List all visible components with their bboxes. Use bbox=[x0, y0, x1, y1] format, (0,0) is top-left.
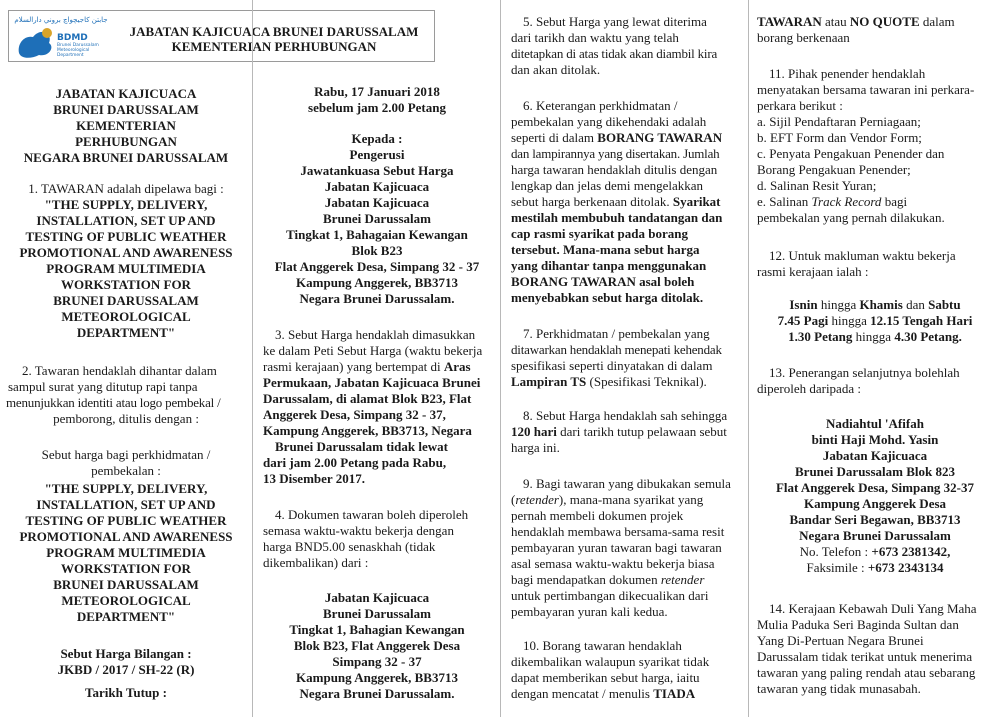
p14-line: tawaran yang paling rendah atau sebarang bbox=[757, 665, 976, 680]
contact-name: Nadiahtul 'Afifah bbox=[826, 416, 924, 431]
p5-line: 5. Sebut Harga yang lewat diterima bbox=[523, 14, 707, 29]
p14-line: Darussalam tidak terikat untuk menerima bbox=[757, 649, 973, 664]
p2-line: sampul surat yang ditutup rapi tanpa bbox=[8, 379, 198, 394]
project-title-line: PROMOTIONAL AND AWARENESS bbox=[19, 529, 233, 544]
p6-bold-line: BORANG TAWARAN asal boleh bbox=[511, 274, 695, 289]
p3-line: ke dalam Peti Sebut Harga (waktu bekerja bbox=[263, 343, 483, 358]
p6-bold-line: yang dihantar tanpa menggunakan bbox=[511, 258, 707, 273]
p14-line: Yang Di-Pertuan Negara Brunei bbox=[757, 633, 924, 648]
org-line: BRUNEI DARUSSALAM bbox=[53, 102, 199, 117]
p3-line: Kampung Anggerek, BB3713, Negara bbox=[263, 423, 472, 438]
p9-line: asal semasa waktu-waktu bekerja biasa bbox=[511, 556, 715, 571]
p6-line: pembekalan yang dikehendaki adalah bbox=[511, 114, 707, 129]
p3-line: Brunei Darussalam tidak lewat bbox=[275, 439, 448, 454]
address-line: Jabatan Kajicuaca bbox=[324, 195, 430, 210]
address-line: Brunei Darussalam bbox=[323, 211, 431, 226]
ref-number: JKBD / 2017 / SH-22 (R) bbox=[57, 662, 195, 677]
p6-line: harga tawaran hendaklah ditulis dengan bbox=[511, 162, 718, 177]
hours-line: 1.30 Petang hingga 4.30 Petang. bbox=[788, 329, 962, 344]
project-title-line: TESTING OF PUBLIC WEATHER bbox=[25, 513, 227, 528]
doc-address-line: Blok B23, Flat Anggerek Desa bbox=[293, 638, 461, 653]
p6-bold-line: menyebabkan sebut harga ditolak. bbox=[511, 290, 704, 305]
org-line: KEMENTERIAN bbox=[76, 118, 176, 133]
logo-sub1: Brunei Darussalam bbox=[57, 43, 99, 48]
address-line: Blok B23 bbox=[351, 243, 403, 258]
p3-line: Darussalam, di alamat Blok B23, Flat bbox=[263, 391, 472, 406]
p8-line: harga ini. bbox=[511, 440, 560, 455]
p6-line: seperti di dalam BORANG TAWARAN bbox=[511, 130, 723, 145]
contact-line: binti Haji Mohd. Yasin bbox=[811, 432, 939, 447]
doc-address-line: Jabatan Kajicuaca bbox=[324, 590, 430, 605]
p8-line: 120 hari dari tarikh tutup pelawaan sebut bbox=[511, 424, 727, 439]
project-title-line: INSTALLATION, SET UP AND bbox=[36, 213, 216, 228]
p11-line: 11. Pihak penender hendaklah bbox=[769, 66, 926, 81]
p6-bold-line: tersebut. Mana-mana sebut harga bbox=[511, 242, 700, 257]
contact-phone: No. Telefon : +673 2381342, bbox=[799, 544, 951, 559]
column-1 bbox=[0, 0, 252, 717]
project-title-line: PROGRAM MULTIMEDIA bbox=[46, 261, 206, 276]
address-line: Pengerusi bbox=[349, 147, 405, 162]
p6-line: dan lampirannya yang disertakan. Jumlah bbox=[511, 146, 720, 161]
address-line: Kampung Anggerek, BB3713 bbox=[296, 275, 458, 290]
project-title-line: "THE SUPPLY, DELIVERY, bbox=[44, 197, 208, 212]
p10-cont-line: TAWARAN atau NO QUOTE dalam bbox=[757, 14, 955, 29]
logo-jawi-text: جابتن كاجيچواچ بروني دارالسلام bbox=[14, 16, 108, 24]
p14-line: Mulia Paduka Seri Baginda Sultan dan bbox=[757, 617, 959, 632]
p14-line: tawaran yang tidak munasabah. bbox=[757, 681, 921, 696]
p7-line: Lampiran TS (Spesifikasi Teknikal). bbox=[511, 374, 707, 389]
p11-item: b. EFT Form dan Vendor Form; bbox=[757, 130, 922, 145]
project-title-line: INSTALLATION, SET UP AND bbox=[36, 497, 216, 512]
project-title-line: BRUNEI DARUSSALAM bbox=[53, 577, 199, 592]
p4-line: harga BND5.00 senaskhah (tidak bbox=[263, 539, 436, 554]
header-title-line1: JABATAN KAJICUACA BRUNEI DARUSSALAM bbox=[129, 24, 419, 39]
p9-line: 9. Bagi tawaran yang dibukakan semula bbox=[523, 476, 731, 491]
p9-line: (retender), mana-mana syarikat yang bbox=[511, 492, 704, 507]
column-2 bbox=[252, 0, 500, 717]
project-title-line: PROMOTIONAL AND AWARENESS bbox=[19, 245, 233, 260]
project-title-line: WORKSTATION FOR bbox=[61, 277, 191, 292]
p8-line: 8. Sebut Harga hendaklah sah sehingga bbox=[523, 408, 728, 423]
p9-line: pembayaran yuran kali kedua. bbox=[511, 604, 668, 619]
p11-item: a. Sijil Pendaftaran Perniagaan; bbox=[757, 114, 921, 129]
p10-line: dapat memberikan sebut harga, iaitu bbox=[511, 670, 700, 685]
address-line: Kepada : bbox=[351, 131, 403, 146]
p10-cont-line: borang berkenaan bbox=[757, 30, 850, 45]
logo-abbr: BDMD bbox=[57, 33, 88, 43]
project-title-line: WORKSTATION FOR bbox=[61, 561, 191, 576]
p6-bold-line: cap rasmi syarikat pada borang bbox=[511, 226, 688, 241]
p9-line: untuk pertimbangan dikecualikan dari bbox=[511, 588, 709, 603]
p14-line: 14. Kerajaan Kebawah Duli Yang Maha bbox=[769, 601, 977, 616]
p11-item: e. Salinan Track Record bagi bbox=[757, 194, 908, 209]
project-title-line: TESTING OF PUBLIC WEATHER bbox=[25, 229, 227, 244]
doc-address-line: Brunei Darussalam bbox=[323, 606, 431, 621]
closing-time: sebelum jam 2.00 Petang bbox=[308, 100, 446, 115]
p7-line: spesifikasi seperti dinyatakan di dalam bbox=[511, 358, 713, 373]
contact-fax: Faksimile : +673 2343134 bbox=[806, 560, 944, 575]
org-line: PERHUBUNGAN bbox=[75, 134, 177, 149]
p12-line: rasmi kerajaan ialah : bbox=[757, 264, 869, 279]
p6-bold-line: mestilah membubuh tandatangan dan bbox=[511, 210, 723, 225]
p4-line: semasa waktu-waktu bekerja dengan bbox=[263, 523, 454, 538]
p3-line: Anggerek Desa, Simpang 32 - 37, bbox=[263, 407, 446, 422]
p13-line: 13. Penerangan selanjutnya bolehlah bbox=[769, 365, 960, 380]
p11-item: d. Salinan Resit Yuran; bbox=[757, 178, 877, 193]
p6-line: 6. Keterangan perkhidmatan / bbox=[523, 98, 678, 113]
p4-line: dikembalikan) dari : bbox=[263, 555, 369, 570]
p7-line: ditawarkan hendaklah menepati kehendak bbox=[511, 342, 722, 357]
p2-label: Sebut harga bagi perkhidmatan / bbox=[41, 447, 211, 462]
p1-intro: 1. TAWARAN adalah dipelawa bagi : bbox=[28, 181, 224, 196]
p9-line: pembayaran yuran tawaran bagi tawaran bbox=[511, 540, 722, 555]
contact-line: Negara Brunei Darussalam bbox=[799, 528, 951, 543]
project-title-line: DEPARTMENT" bbox=[76, 609, 176, 624]
project-title-line: METEOROLOGICAL bbox=[61, 593, 191, 608]
doc-address-line: Negara Brunei Darussalam. bbox=[299, 686, 455, 701]
p10-line: dikembalikan walaupun syarikat tidak bbox=[511, 654, 710, 669]
p2-line: 2. Tawaran hendaklah dihantar dalam bbox=[22, 363, 217, 378]
p10-line: 10. Borang tawaran hendaklah bbox=[523, 638, 682, 653]
p5-line: dan akan ditolak. bbox=[511, 62, 601, 77]
p9-line: bagi mendapatkan dokumen retender bbox=[511, 572, 705, 587]
project-title-line: PROGRAM MULTIMEDIA bbox=[46, 545, 206, 560]
p3-line: rasmi kerajaan) yang bertempat di Aras bbox=[263, 359, 471, 374]
closing-date: Rabu, 17 Januari 2018 bbox=[314, 84, 440, 99]
address-line: Negara Brunei Darussalam. bbox=[299, 291, 455, 306]
contact-line: Bandar Seri Begawan, BB3713 bbox=[789, 512, 961, 527]
p2-line: pemborong, ditulis dengan : bbox=[53, 411, 199, 426]
doc-address-line: Simpang 32 - 37 bbox=[332, 654, 422, 669]
org-line: NEGARA BRUNEI DARUSSALAM bbox=[23, 150, 229, 165]
contact-line: Brunei Darussalam Blok 823 bbox=[795, 464, 955, 479]
project-title-line: BRUNEI DARUSSALAM bbox=[53, 293, 199, 308]
p6-line: sebut harga berkenaan ditolak. Syarikat bbox=[511, 194, 721, 209]
project-title-line: DEPARTMENT" bbox=[76, 325, 176, 340]
column-3 bbox=[500, 0, 748, 717]
p6-line: lengkap dan jelas demi mengelakkan bbox=[511, 178, 704, 193]
doc-address-line: Kampung Anggerek, BB3713 bbox=[296, 670, 458, 685]
p5-line: dari tarikh dan waktu yang telah bbox=[511, 30, 679, 45]
p4-line: 4. Dokumen tawaran boleh diperoleh bbox=[275, 507, 469, 522]
p3-line: 3. Sebut Harga hendaklah dimasukkan bbox=[275, 327, 476, 342]
org-line: JABATAN KAJICUACA bbox=[55, 86, 197, 101]
contact-line: Kampung Anggerek Desa bbox=[803, 496, 947, 511]
contact-line: Jabatan Kajicuaca bbox=[822, 448, 928, 463]
p3-line: Permukaan, Jabatan Kajicuaca Brunei bbox=[263, 375, 481, 390]
p9-line: pernah membeli dokumen projek bbox=[511, 508, 684, 523]
p3-line: 13 Disember 2017. bbox=[263, 471, 365, 486]
logo-sub2: Meteorological bbox=[57, 48, 90, 53]
address-line: Jabatan Kajicuaca bbox=[324, 179, 430, 194]
p11-item: Borang Pengakuan Penender; bbox=[757, 162, 911, 177]
doc-address-line: Tingkat 1, Bahagian Kewangan bbox=[289, 622, 465, 637]
p12-line: 12. Untuk makluman waktu bekerja bbox=[769, 248, 956, 263]
address-line: Flat Anggerek Desa, Simpang 32 - 37 bbox=[274, 259, 480, 274]
address-line: Jawatankuasa Sebut Harga bbox=[300, 163, 454, 178]
p5-line: ditetapkan di atas tidak akan diambil kira bbox=[511, 46, 718, 61]
header-title-line2: KEMENTERIAN PERHUBUNGAN bbox=[171, 39, 377, 54]
hours-line: 7.45 Pagi hingga 12.15 Tengah Hari bbox=[777, 313, 973, 328]
address-line: Tingkat 1, Bahagaian Kewangan bbox=[286, 227, 468, 242]
project-title-line: METEOROLOGICAL bbox=[61, 309, 191, 324]
logo-sub3: Department bbox=[57, 53, 84, 58]
p13-line: diperoleh daripada : bbox=[757, 381, 861, 396]
p10-line: dengan mencatat / menulis TIADA bbox=[511, 686, 696, 701]
p2-label: pembekalan : bbox=[91, 463, 161, 478]
p7-line: 7. Perkhidmatan / pembekalan yang bbox=[523, 326, 710, 341]
ref-label: Sebut Harga Bilangan : bbox=[60, 646, 192, 661]
p11-item: c. Penyata Pengakuan Penender dan bbox=[757, 146, 945, 161]
project-title-line: "THE SUPPLY, DELIVERY, bbox=[44, 481, 208, 496]
p11-item: pembekalan yang pernah dilakukan. bbox=[757, 210, 945, 225]
p9-line: hendaklah membawa bersama-sama resit bbox=[511, 524, 725, 539]
column-4 bbox=[748, 0, 1000, 717]
hours-line: Isnin hingga Khamis dan Sabtu bbox=[789, 297, 961, 312]
closing-label: Tarikh Tutup : bbox=[85, 685, 167, 700]
p11-line: menyatakan bersama tawaran ini perkara- bbox=[757, 82, 975, 97]
p11-line: perkara berikut : bbox=[757, 98, 843, 113]
contact-line: Flat Anggerek Desa, Simpang 32-37 bbox=[775, 480, 974, 495]
p3-line: dari jam 2.00 Petang pada Rabu, bbox=[263, 455, 447, 470]
p2-line: menunjukkan identiti atau logo pembekal / bbox=[6, 395, 221, 410]
